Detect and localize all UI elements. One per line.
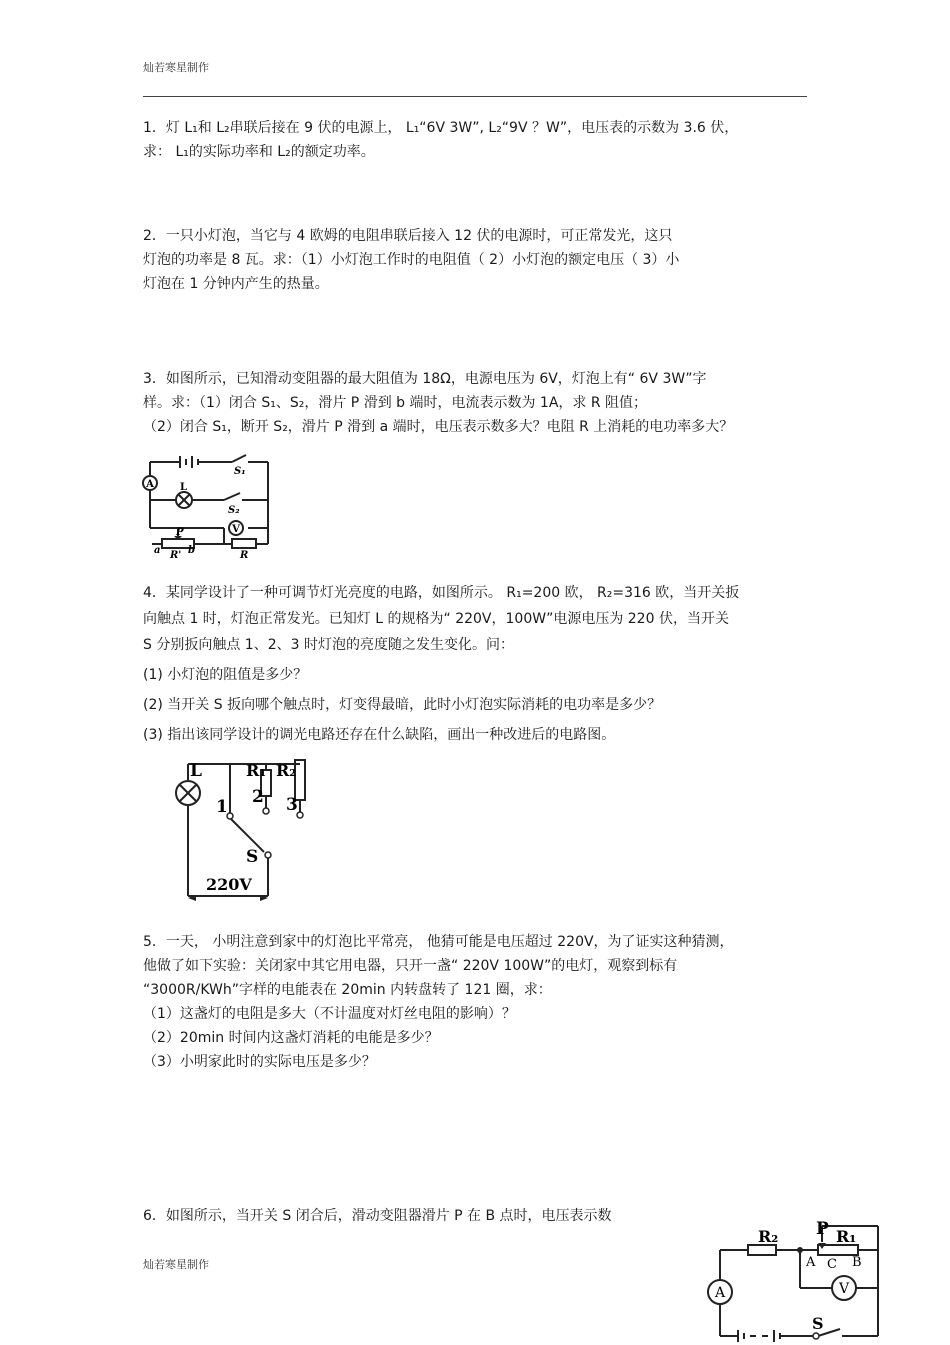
fig4-label-voltage: 220V: [206, 875, 252, 894]
q2-line-2: 灯泡的功率是 8 瓦。求：（1）小灯泡工作时的电阻值（ 2）小灯泡的额定电压（ 3）小: [143, 252, 680, 268]
fig3-label-S2: S₂: [228, 505, 240, 516]
fig6-label-point-B: B: [852, 1255, 862, 1270]
fig3-label-b: b: [188, 545, 195, 556]
q3-line-1: 3．如图所示，已知滑动变阻器的最大阻值为 18Ω，电源电压为 6V，灯泡上有“ 6V 3W”字: [143, 371, 707, 387]
fig3-label-A: A: [146, 479, 154, 490]
question-5: [143, 930, 807, 1074]
fig6-label-point-C: C: [827, 1257, 837, 1272]
fig3-label-P: P: [176, 527, 184, 538]
q2-line-3: 灯泡在 1 分钟内产生的热量。: [143, 276, 329, 292]
q1-line-2: 求： L₁的实际功率和 L₂的额定功率。: [143, 144, 375, 160]
q4-sub-2: (2) 当开关 S 扳向哪个触点时，灯变得最暗，此时小灯泡实际消耗的电功率是多少？: [143, 697, 662, 713]
q5-line-3: “3000R/KWh”字样的电能表在 20min 内转盘转了 121 圈，求：: [143, 982, 552, 998]
fig3-label-S1: S₁: [234, 466, 246, 477]
fig3-label-Rp: R': [170, 550, 182, 561]
question-1: [143, 116, 807, 164]
header-rule: [143, 96, 807, 97]
question-4: [143, 580, 807, 748]
fig6-label-point-A: A: [806, 1255, 816, 1270]
q6-line-1: 6．如图所示，当开关 S 闭合后，滑动变阻器滑片 P 在 B 点时，电压表示数: [143, 1208, 612, 1224]
q4-line-1: 4．某同学设计了一种可调节灯光亮度的电路，如图所示。 R₁=200 欧， R₂=316 欧，当开关扳: [143, 585, 740, 601]
q4-line-2: 向触点 1 时，灯泡正常发光。已知灯 L 的规格为“ 220V，100W”电源电压为 220 伏，当开关: [143, 611, 729, 627]
page-footer: 灿若寒星制作: [143, 1258, 209, 1271]
fig6-label-S: S: [812, 1314, 824, 1333]
fig6-label-A: A: [714, 1285, 726, 1301]
fig3-label-R: R: [240, 550, 249, 561]
q3-circuit-diagram: [140, 452, 280, 564]
q3-line-2: 样。求：（1）闭合 S₁、S₂，滑片 P 滑到 b 端时，电流表示数为 1A，求 R 阻值；: [143, 395, 648, 411]
q4-line-3: S 分别扳向触点 1、2、3 时灯泡的亮度随之发生变化。问：: [143, 637, 514, 653]
q3-line-3: （2）闭合 S₁，断开 S₂，滑片 P 滑到 a 端时，电压表示数多大？电阻 R 上消耗的电功率多大？: [143, 419, 734, 435]
q2-line-1: 2．一只小灯泡，当它与 4 欧姆的电阻串联后接入 12 伏的电源时，可正常发光，这只: [143, 228, 673, 244]
question-3: [143, 367, 807, 439]
q6-circuit-diagram: [700, 1216, 890, 1345]
fig6-label-P: P: [816, 1219, 829, 1239]
fig3-label-a: a: [154, 545, 161, 556]
fig4-label-t3: 3: [286, 795, 298, 815]
fig6-label-R1: R₁: [836, 1227, 857, 1246]
q5-sub-3: （3）小明家此时的实际电压是多少？: [143, 1054, 376, 1070]
q4-sub-1: (1) 小灯泡的阻值是多少？: [143, 667, 308, 683]
page-header: 灿若寒星制作: [143, 61, 209, 74]
fig3-label-L: L: [180, 482, 188, 493]
q5-sub-1: （1）这盏灯的电阻是多大（不计温度对灯丝电阻的影响）？: [143, 1006, 516, 1022]
q5-line-1: 5．一天， 小明注意到家中的灯泡比平常亮， 他猜可能是电压超过 220V，为了证实这种猜测，: [143, 934, 734, 950]
q5-sub-2: （2）20min 时间内这盏灯消耗的电能是多少？: [143, 1030, 439, 1046]
fig4-label-R1: R₁: [246, 761, 267, 780]
fig4-label-t1: 1: [216, 797, 228, 817]
question-2: [143, 224, 807, 296]
q1-line-1: 1．灯 L₁和 L₂串联后接在 9 伏的电源上， L₁“6V 3W”, L₂“9V ？W”，电压表的示数为 3.6 伏，: [143, 120, 739, 136]
fig6-label-R2: R₂: [758, 1227, 779, 1246]
fig4-label-R2: R₂: [276, 761, 297, 780]
fig4-label-t2: 2: [252, 787, 264, 807]
fig6-label-V: V: [838, 1281, 850, 1297]
fig4-label-L: L: [190, 761, 202, 781]
fig3-label-V: V: [232, 524, 240, 535]
q4-sub-3: (3) 指出该同学设计的调光电路还存在什么缺陷，画出一种改进后的电路图。: [143, 727, 616, 743]
q5-line-2: 他做了如下实验：关闭家中其它用电器，只开一盏“ 220V 100W”的电灯，观察到标有: [143, 958, 678, 974]
fig4-label-S: S: [246, 847, 259, 867]
q4-circuit-diagram: [168, 756, 318, 908]
